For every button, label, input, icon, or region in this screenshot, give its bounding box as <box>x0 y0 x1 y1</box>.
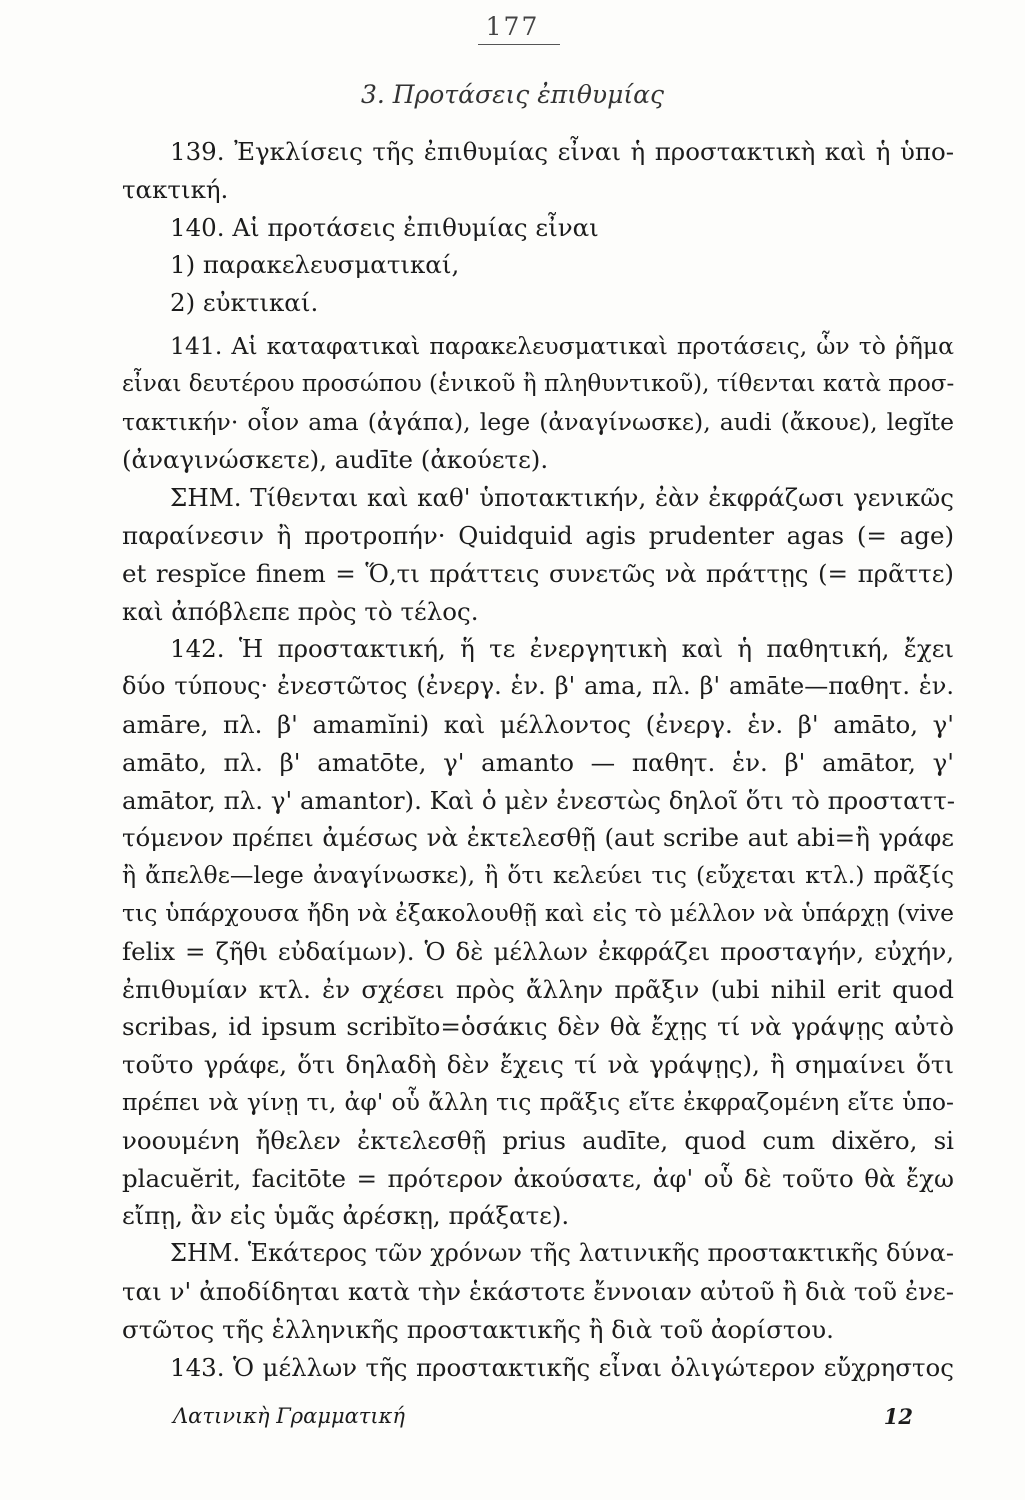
text-line: τακτικήν· οἷον ama (ἀγάπα), lege (ἀναγίνωσκε), audi (ἄκουε), legĭte <box>122 407 954 436</box>
text-line: scribas, id ipsum scribĭto=ὁσάκις δὲν θὰ ἔχῃς τί νὰ γράψῃς αὐτὸ <box>122 1012 954 1042</box>
section-heading: 3. Προτάσεις ἐπιθυμίας <box>360 80 665 109</box>
text-line: 143. Ὁ μέλλων τῆς προστακτικῆς εἶναι ὀλιγώτερον εὔχρηστος <box>170 1352 954 1382</box>
text-line: ἐπιθυμίαν κτλ. ἐν σχέσει πρὸς ἄλλην πρᾶξιν (ubi nihil erit quod <box>122 974 954 1004</box>
text-line: τις ὑπάρχουσα ἤδη νὰ ἐξακολουθῇ καὶ εἰς τὸ μέλλον νὰ ὑπάρχῃ (vive <box>122 898 954 927</box>
footer-title: Λατινικὴ Γραμματική <box>173 1404 406 1428</box>
text-line: (ἀναγινώσκετε), audīte (ἀκούετε). <box>122 445 549 475</box>
text-line: στῶτος τῆς ἑλληνικῆς προστακτικῆς ἢ διὰ τοῦ ἀορίστου. <box>122 1314 834 1344</box>
text-line: felix = ζῆθι εὐδαίμων). Ὁ δὲ μέλλων ἐκφράζει προσταγήν, εὐχήν, <box>122 936 954 966</box>
text-line: ΣΗΜ. Τίθενται καὶ καθ' ὑποτακτικήν, ἐὰν ἐκφράζωσι γενικῶς <box>170 483 954 513</box>
text-line: amāto, πλ. β' amatōte, γ' amanto — παθητ. ἑν. β' amātor, γ' <box>122 747 954 777</box>
text-line: εἴπῃ, ἂν εἰς ὑμᾶς ἀρέσκῃ, πράξατε). <box>122 1201 570 1231</box>
text-line: 142. Ἡ προστακτική, ἥ τε ἐνεργητικὴ καὶ ἡ παθητική, ἔχει <box>170 634 954 664</box>
text-line: δύο τύπους· ἐνεστῶτος (ἐνεργ. ἑν. β' ama, πλ. β' amāte—παθητ. ἑν. <box>122 672 954 701</box>
text-line: 2) εὐκτικαί. <box>170 288 319 318</box>
text-line: 139. Ἐγκλίσεις τῆς ἐπιθυμίας εἶναι ἡ προστακτικὴ καὶ ἡ ὑπο- <box>170 137 954 166</box>
text-line: 141. Αἱ καταφατικαὶ παρακελευσματικαὶ προτάσεις, ὧν τὸ ῥῆμα <box>170 331 954 360</box>
text-line: τόμενον πρέπει ἀμέσως νὰ ἐκτελεσθῇ (aut scribe aut abi=ἢ γράφε <box>122 823 954 853</box>
text-line: καὶ ἀπόβλεπε πρὸς τὸ τέλος. <box>122 596 479 626</box>
text-line: ΣΗΜ. Ἑκάτερος τῶν χρόνων τῆς λατινικῆς προστακτικῆς δύνα- <box>170 1239 954 1268</box>
page-number: 177 <box>485 12 540 41</box>
page-footer <box>173 1404 913 1429</box>
text-line: παραίνεσιν ἢ προτροπήν· Quidquid agis prudenter agas (= age) <box>122 520 954 550</box>
text-line: et respĭce finem = Ὅ,τι πράττεις συνετῶς νὰ πράττῃς (= πρᾶττε) <box>122 558 954 588</box>
text-line: εἶναι δευτέρου προσώπου (ἑνικοῦ ἢ πληθυντικοῦ), τίθενται κατὰ προσ- <box>122 370 955 397</box>
text-line: νοουμένη ἤθελεν ἐκτελεσθῇ prius audīte, quod cum dixĕro, si <box>122 1125 954 1155</box>
text-line: amāre, πλ. β' amamĭni) καὶ μέλλοντος (ἐνεργ. ἑν. β' amāto, γ' <box>122 709 954 739</box>
text-line: 140. Αἱ προτάσεις ἐπιθυμίας εἶναι <box>170 212 599 242</box>
text-line: 1) παρακελευσματικαί, <box>170 250 460 280</box>
text-line: τακτική. <box>122 174 229 204</box>
page-number-rule <box>478 44 560 45</box>
text-line: ἢ ἄπελθε—lege ἀναγίνωσκε), ἢ ὅτι κελεύει τις (εὔχεται κτλ.) πρᾶξίς <box>122 861 954 890</box>
text-line: placuĕrit, facitōte = πρότερον ἀκούσατε, ἀφ' οὗ δὲ τοῦτο θὰ ἔχω <box>122 1163 954 1193</box>
footer-sheet-number: 12 <box>883 1404 913 1429</box>
text-line: amātor, πλ. γ' amantor). Καὶ ὁ μὲν ἐνεστὼς δηλοῖ ὅτι τὸ προσταττ- <box>122 785 956 815</box>
text-line: ται ν' ἀποδίδηται κατὰ τὴν ἑκάστοτε ἔννοιαν αὐτοῦ ἢ διὰ τοῦ ἐνε- <box>122 1276 954 1306</box>
text-line: πρέπει νὰ γίνῃ τι, ἀφ' οὗ ἄλλη τις πρᾶξις εἴτε ἐκφραζομένη εἴτε ὑπο- <box>122 1087 954 1116</box>
body-text <box>122 133 954 1386</box>
text-line: τοῦτο γράφε, ὅτι δηλαδὴ δὲν ἔχεις τί νὰ γράψῃς), ἢ σημαίνει ὅτι <box>122 1050 954 1080</box>
